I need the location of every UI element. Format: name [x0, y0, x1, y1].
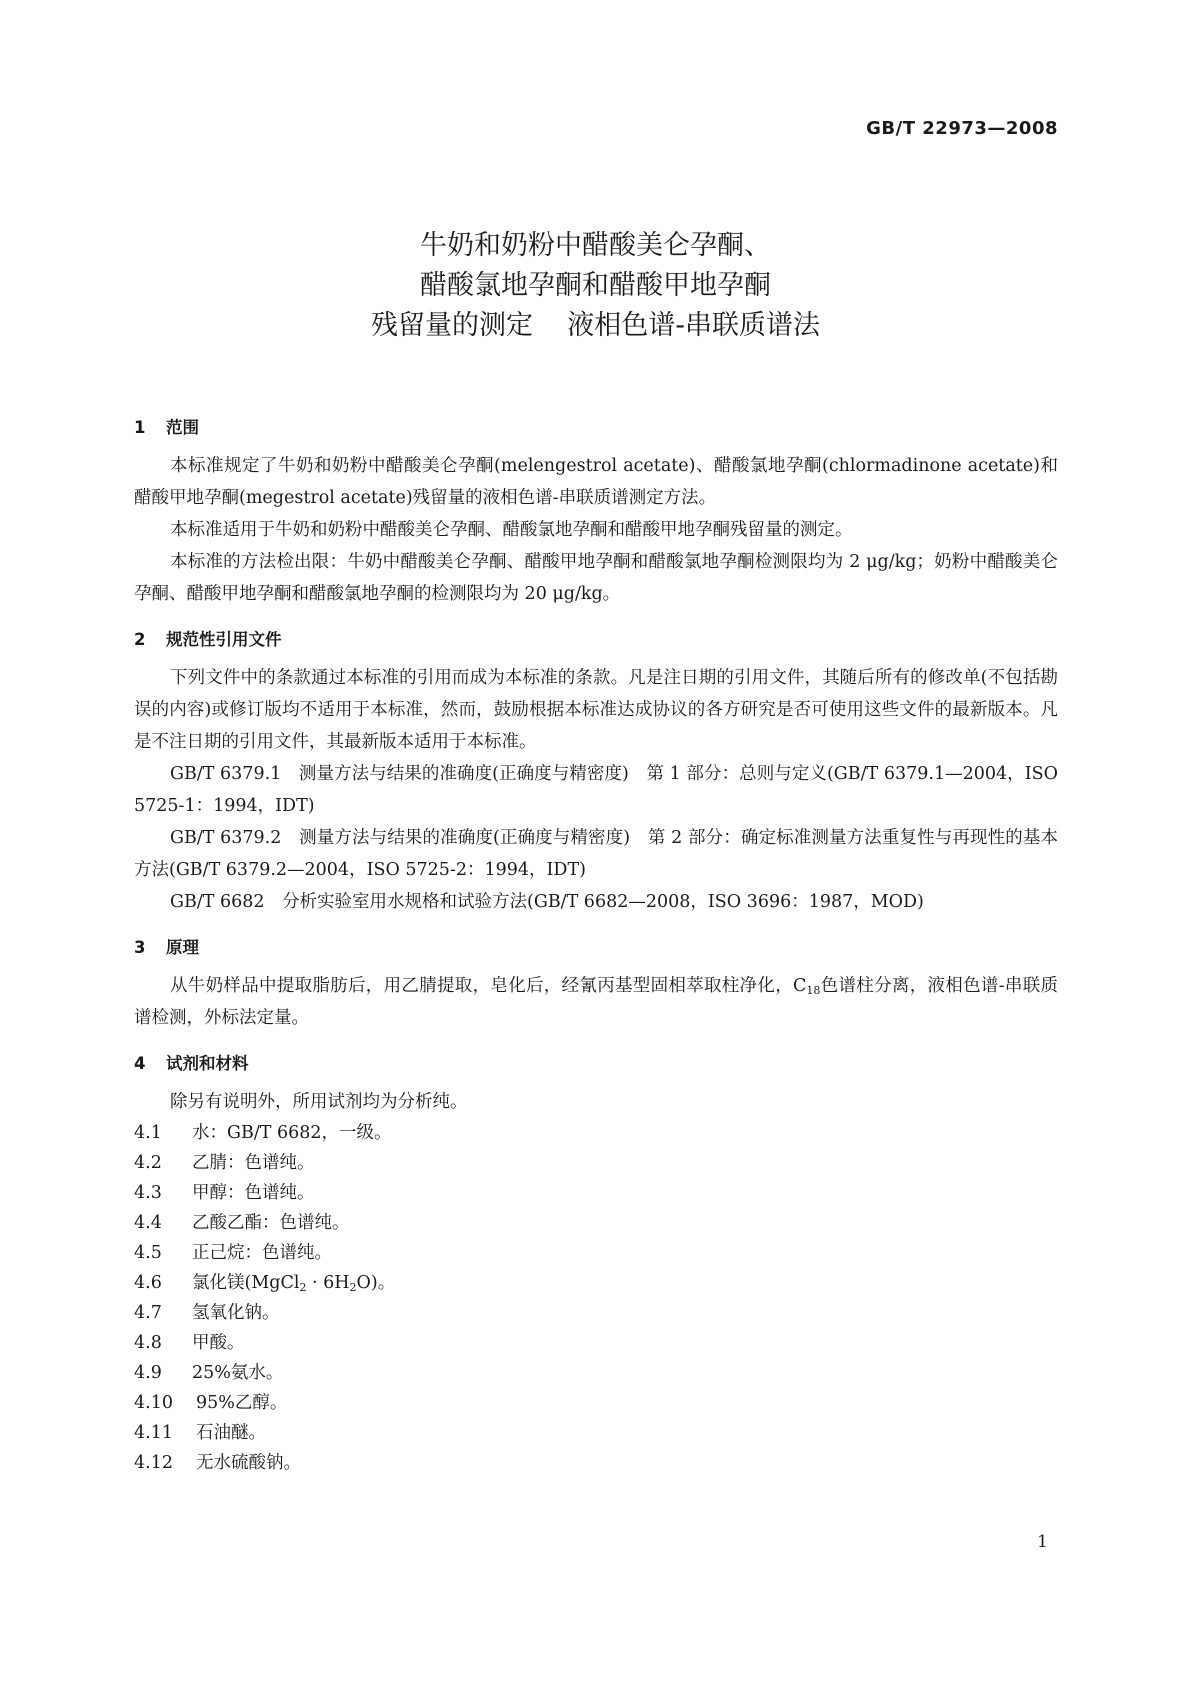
item-number: 4.11: [134, 1423, 173, 1443]
reagent-item: [134, 1418, 1058, 1448]
section-heading-reagents: [134, 1048, 1058, 1080]
item-number: 4.3: [134, 1183, 162, 1203]
item-number: 4.9: [134, 1363, 162, 1383]
title-line-3: 残留量的测定 液相色谱-串联质谱法: [370, 310, 821, 341]
reagent-item: [134, 1148, 1058, 1178]
item-text: 乙腈：色谱纯。: [192, 1153, 315, 1173]
section-title: 试剂和材料: [166, 1054, 249, 1073]
reagent-item: [134, 1328, 1058, 1358]
scope-paragraph-3: 本标准的方法检出限：牛奶中醋酸美仑孕酮、醋酸甲地孕酮和醋酸氯地孕酮检测限均为 2 μg/kg；奶粉中醋酸美仑孕酮、醋酸甲地孕酮和醋酸氯地孕酮的检测限均为 20 μg/kg。: [134, 552, 1058, 604]
item-number: 4.8: [134, 1333, 162, 1353]
principle-text-a: 从牛奶样品中提取脂肪后，用乙腈提取，皂化后，经氰丙基型固相萃取柱净化，C: [170, 976, 807, 996]
section-heading-scope: [134, 412, 1058, 444]
title-line-1: 牛奶和奶粉中醋酸美仑孕酮、: [420, 230, 771, 261]
reagents-intro: 除另有说明外，所用试剂均为分析纯。: [170, 1092, 468, 1112]
c18-subscript: 18: [806, 984, 821, 997]
item-text: 95%乙醇。: [196, 1393, 288, 1413]
item-text-a: 氯化镁(MgCl: [192, 1273, 300, 1293]
reagent-item: [134, 1178, 1058, 1208]
document-body: [134, 412, 1058, 1478]
item-text: 水：GB/T 6682，一级。: [192, 1123, 392, 1143]
section-number: 1: [134, 418, 146, 437]
item-number: 4.12: [134, 1453, 173, 1473]
item-text: 正己烷：色谱纯。: [192, 1243, 332, 1263]
item-text: 25%氨水。: [192, 1363, 284, 1383]
document-title: [0, 226, 1191, 346]
item-text-b: · 6H: [306, 1273, 350, 1293]
title-line-2: 醋酸氯地孕酮和醋酸甲地孕酮: [420, 270, 771, 301]
item-number: 4.4: [134, 1213, 162, 1233]
section-heading-principle: [134, 932, 1058, 964]
item-text: 无水硫酸钠。: [196, 1453, 301, 1473]
standard-number: GB/T 22973—2008: [866, 118, 1058, 139]
item-number: 4.7: [134, 1303, 162, 1323]
reagent-item: [134, 1388, 1058, 1418]
reagent-item: [134, 1238, 1058, 1268]
reagent-item: [134, 1358, 1058, 1388]
reagent-item: [134, 1268, 1058, 1298]
principle-paragraph: [134, 970, 1058, 1034]
item-number: 4.6: [134, 1273, 162, 1293]
reagent-item: [134, 1298, 1058, 1328]
section-title: 规范性引用文件: [166, 630, 282, 649]
item-number: 4.1: [134, 1123, 162, 1143]
section-number: 2: [134, 630, 146, 649]
reagent-item: [134, 1208, 1058, 1238]
subscript: 2: [299, 1281, 307, 1294]
item-text: 石油醚。: [196, 1423, 266, 1443]
section-title: 范围: [166, 418, 199, 437]
item-text: 乙酸乙酯：色谱纯。: [192, 1213, 350, 1233]
page-number: 1: [1037, 1532, 1048, 1552]
item-text: 甲酸。: [192, 1333, 245, 1353]
references-paragraph: 下列文件中的条款通过本标准的引用而成为本标准的条款。凡是注日期的引用文件，其随后所有的修改单(不包括勘误的内容)或修订版均不适用于本标准，然而，鼓励根据本标准达成协议的各方研究是否可使用这些文件的最新版本。凡是不注日期的引用文件，其最新版本适用于本标准。: [134, 668, 1058, 752]
item-number: 4.10: [134, 1393, 173, 1413]
item-text-c: O)。: [356, 1273, 396, 1293]
reference-item: GB/T 6682 分析实验室用水规格和试验方法(GB/T 6682—2008，ISO 3696：1987，MOD): [170, 892, 924, 912]
subscript: 2: [349, 1281, 357, 1294]
section-heading-normative-references: [134, 624, 1058, 656]
scope-paragraph-1: 本标准规定了牛奶和奶粉中醋酸美仑孕酮(melengestrol acetate)、醋酸氯地孕酮(chlormadinone acetate)和醋酸甲地孕酮(megestrol acetate)残留量的液相色谱-串联质谱测定方法。: [134, 456, 1058, 508]
section-number: 3: [134, 938, 146, 957]
section-title: 原理: [166, 938, 199, 957]
item-number: 4.5: [134, 1243, 162, 1263]
scope-paragraph-2: 本标准适用于牛奶和奶粉中醋酸美仑孕酮、醋酸氯地孕酮和醋酸甲地孕酮残留量的测定。: [170, 520, 853, 540]
reference-item: GB/T 6379.2 测量方法与结果的准确度(正确度与精密度) 第 2 部分：确定标准测量方法重复性与再现性的基本方法(GB/T 6379.2—2004，ISO 5725-2：1994，IDT): [134, 828, 1058, 880]
section-number: 4: [134, 1054, 146, 1073]
item-number: 4.2: [134, 1153, 162, 1173]
reference-item: GB/T 6379.1 测量方法与结果的准确度(正确度与精密度) 第 1 部分：总则与定义(GB/T 6379.1—2004，ISO 5725-1：1994，IDT): [134, 764, 1058, 816]
item-text: 氢氧化钠。: [192, 1303, 280, 1323]
reagent-item: [134, 1448, 1058, 1478]
item-text: 甲醇：色谱纯。: [192, 1183, 315, 1203]
reagent-item: [134, 1118, 1058, 1148]
principle-text-b: 色谱柱分离，液相色谱-串联质谱检测，外标法定量。: [134, 976, 1058, 1028]
